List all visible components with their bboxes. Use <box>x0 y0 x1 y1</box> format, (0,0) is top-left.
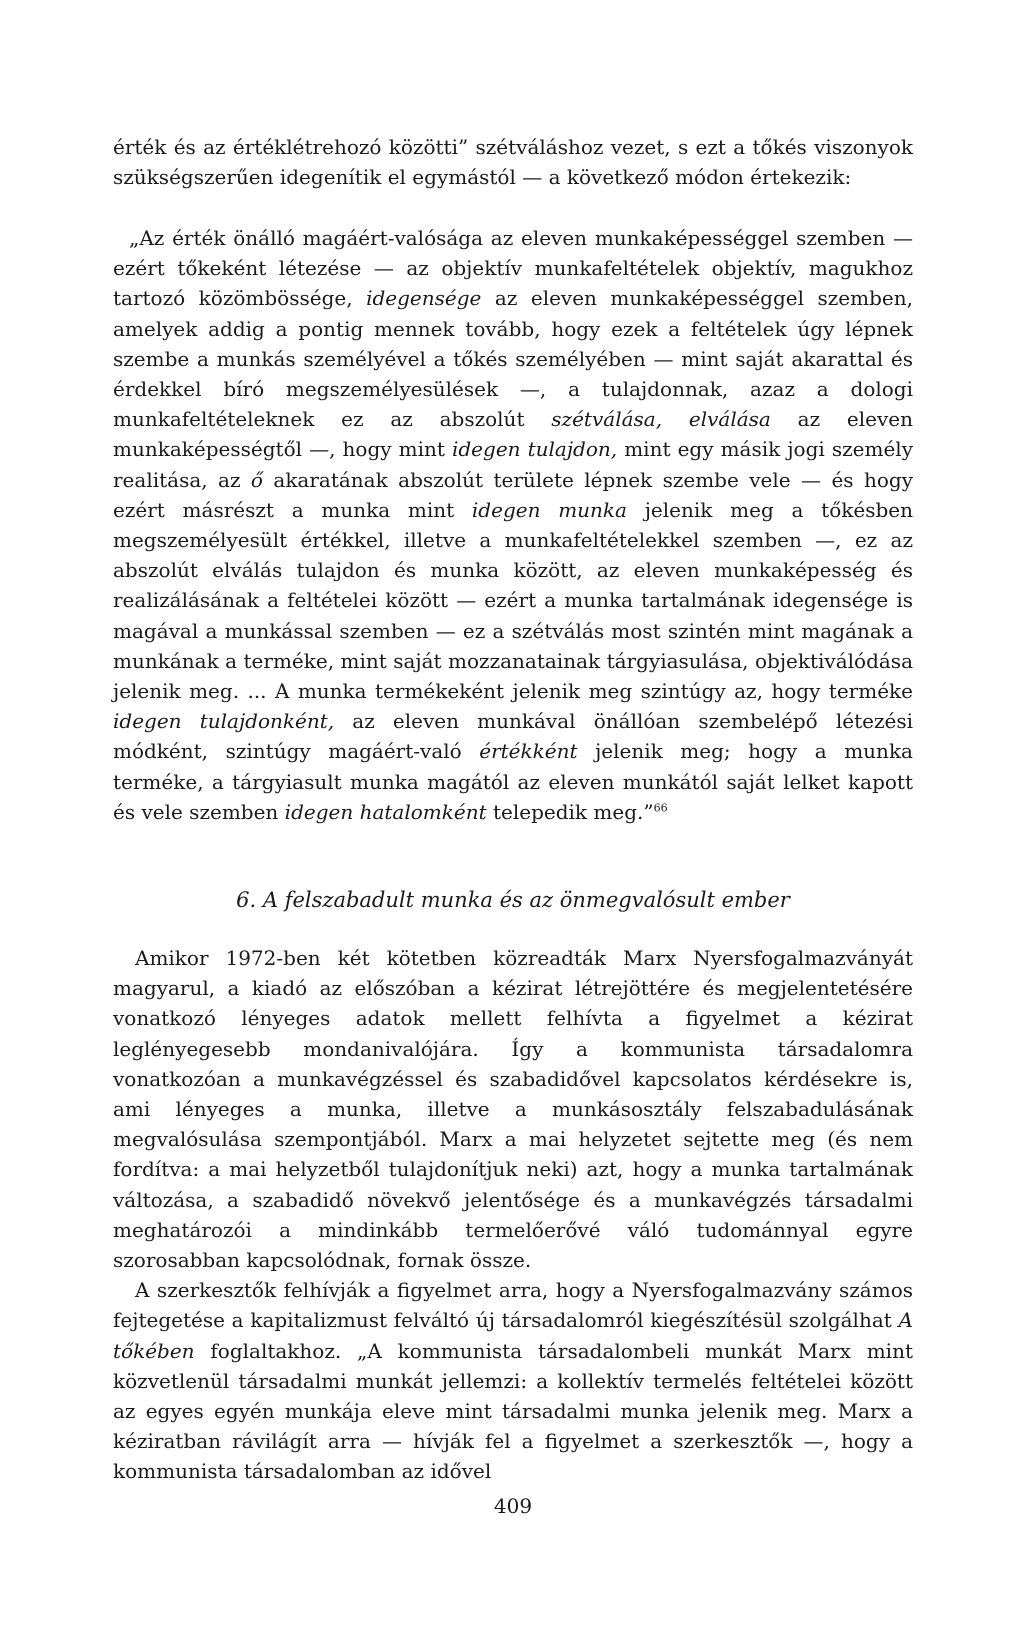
block-quote <box>113 223 913 827</box>
quote-text: telepedik meg.” <box>486 799 654 824</box>
quote-emphasis: idegen tulajdon, <box>451 437 618 462</box>
quote-text: az eleven munkával önállóan szembelépő létezési módként, szintúgy magáért-való <box>113 709 913 764</box>
body-text <box>113 943 913 1487</box>
body-paragraph <box>113 1275 913 1486</box>
section-heading: 6. A felszabadult munka és az önmegvalósult ember <box>236 888 790 912</box>
quote-emphasis: értékként <box>479 739 578 764</box>
quote-emphasis: idegen tulajdonként, <box>113 709 335 734</box>
quote-text: az eleven munkaképességgel szemben, amelyek addig a pontig mennek tovább, hogy ezek a feltételek úgy lépnek szembe a munkás személyével a tőkés személyében — mint saját akarattal és érdekkel bíró megszemélyesülések —, a tulajdonnak, azaz a dologi munkafeltételeknek ez az abszolút <box>113 286 913 432</box>
quote-emphasis: idegensége <box>366 286 482 311</box>
body-text-span: foglaltakhoz. „A kommunista társadalombeli munkát Marx mint közvetlenül társadalmi munkát jellemzi: a kollektív termelés feltételei között az egyes egyén munkája eleve mint társadalmi munka jelenik meg. Marx a kéziratban rávilágít arra — hívják fel a figyelmet a szerkesztők —, hogy a kommunista társadalomban az idővel <box>113 1338 913 1484</box>
quote-emphasis: idegen hatalomként <box>284 799 487 824</box>
footnote-marker: 66 <box>653 801 668 815</box>
page-number: 409 <box>493 1494 533 1518</box>
quote-text: jelenik meg a tőkésben megszemélyesült értékkel, illetve a munkafeltételekkel szemben —, ez az abszolút elválás tulajdon és munka között, az eleven munkaképesség és realizálásának a feltételei között — ezért a munka tartalmának idegensége is magával a munkással szemben — ez a szétválás most szintén mint magának a munkának a terméke, mint saját mozzanatainak tárgyiasulása, objektiválódása jelenik meg. ... A munka termékeként jelenik meg szintúgy az, hogy terméke <box>113 497 913 704</box>
quote-emphasis: idegen munka <box>471 497 627 522</box>
intro-text <box>113 132 913 192</box>
book-title: A tőkében <box>113 1308 913 1363</box>
quote-emphasis: szétválása, elválása <box>551 407 771 432</box>
quote-text: akaratának abszolút területe lépnek szembe vele — és hogy ezért másrészt a munka mint <box>113 467 913 522</box>
quote-text: az eleven munkaképességtől —, hogy mint <box>113 407 914 462</box>
body-paragraph: Amikor 1972-ben két kötetben közreadták Marx Nyersfogalmazványát magyarul, a kiadó az előszóban a kézirat létrejöttére és megjelentetésére vonatkozó lényeges adatok mellett felhívta a figyelmet a kézirat leglényegesebb mondanivalójára. Így a kommunista társadalomra vonatkozóan a munkavégzéssel és szabadidővel kapcsolatos kérdésekre is, ami lényeges a munka, illetve a munkásosztály felszabadulásának megvalósulása szempontjából. Marx a mai helyzetet sejtette meg (és nem fordítva: a mai helyzetből tulajdonítjuk neki) azt, hogy a munka tartalmának változása, a szabadidő növekvő jelentősége és a munkavégzés társadalmi meghatározói a mindinkább termelőerővé váló tudománnyal egyre szorosabban kapcsolódnak, fornak össze. <box>113 946 913 1273</box>
quote-emphasis: ő <box>250 467 263 492</box>
quote-text: jelenik meg; hogy a munka terméke, a tárgyiasult munka magától az eleven munkától saját lelket kapott és vele szemben <box>113 739 913 824</box>
quote-paragraph <box>113 223 913 827</box>
quote-text: mint egy másik jogi személy realitása, az <box>113 437 913 492</box>
quote-text: „Az érték önálló magáért-valósága az eleven munkaképességgel szemben — ezért tőkeként létezése — az objektív munkafeltételek objektív, magukhoz tartozó közömbössége, <box>113 226 913 311</box>
body-text-span: A szerkesztők felhívják a figyelmet arra, hogy a Nyersfogalmazvány számos fejtegetése a kapitalizmust felváltó új társadalomról kiegészítésül szolgálhat <box>113 1278 913 1333</box>
intro-sentence: érték és az értéklétrehozó közötti” szétváláshoz vezet, s ezt a tőkés viszonyok szükségszerűen idegenítik el egymástól — a következő módon értekezik: <box>113 135 913 190</box>
